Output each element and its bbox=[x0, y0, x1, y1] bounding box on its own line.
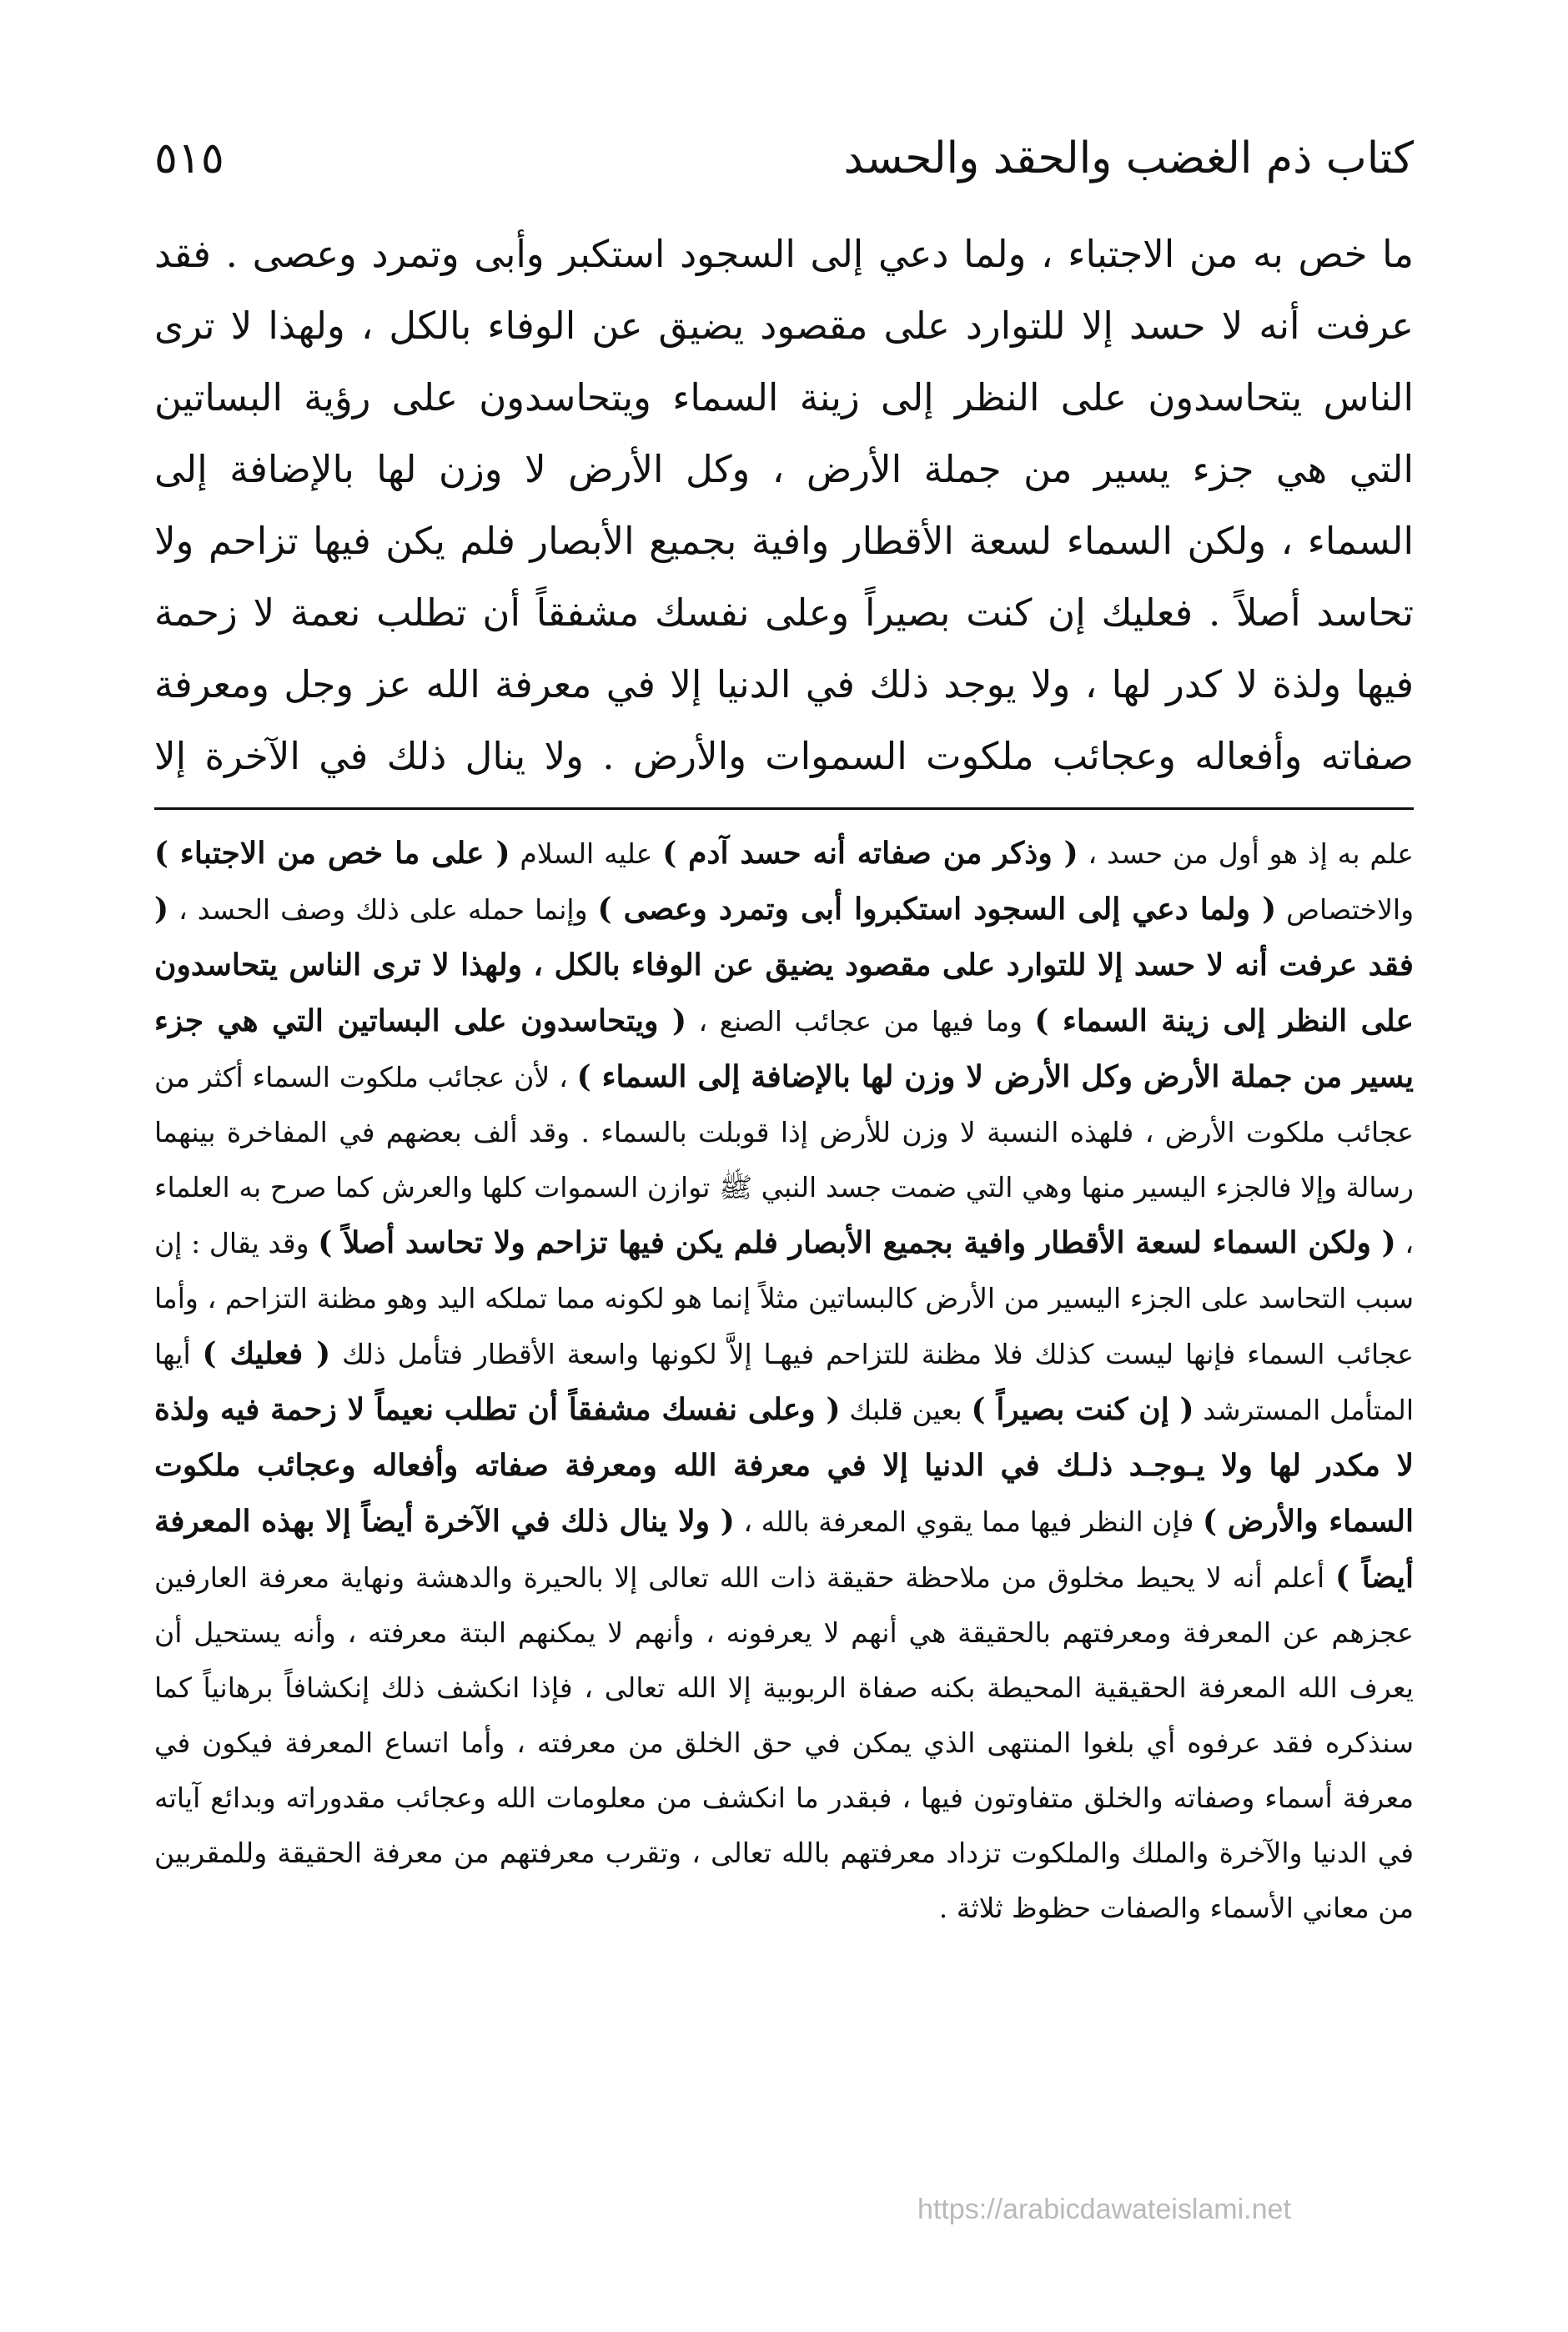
commentary-quote: ( وذكر من صفاته أنه حسد آدم ) bbox=[662, 836, 1078, 871]
commentary-quote: ( ويتحاسدون على البساتين التي هي جزء يسير من جملة الأرض وكل الأرض لا وزن لها بالإضافة إلى السماء ) bbox=[154, 1003, 1414, 1094]
commentary-text bbox=[154, 826, 1414, 2194]
commentary-segment: أيها المتأمل المسترشد bbox=[154, 1338, 1414, 1426]
commentary-segment: والاختصاص bbox=[1276, 893, 1414, 926]
commentary-segment: وإنما حمله على ذلك وصف الحسد ، bbox=[168, 893, 598, 926]
watermark-url: https://arabicdawateislami.net bbox=[917, 2194, 1291, 2225]
commentary-segment: ، لأن عجائب ملكوت السماء أكثر من عجائب ملكوت الأرض ، فلهذه النسبة لا وزن للأرض إذا قوبلت بالسماء . وقد ألف بعضهم في المفاخرة بينهما رسالة وإلا فالجزء اليسير منها وهي التي ضمت جسد النبي ﷺ توازن السموات كلها والعرش كما صرح به العلماء ، bbox=[154, 1061, 1414, 1259]
commentary-quote: ( ولما دعي إلى السجود استكبروا أبى وتمرد وعصى ) bbox=[597, 892, 1277, 927]
commentary-quote: ( ولكن السماء لسعة الأقطار وافية بجميع الأبصار فلم يكن فيها تزاحم ولا تحاسد أصلاً ) bbox=[318, 1225, 1396, 1260]
commentary-segment: وقد يقال : إن سبب التحاسد على الجزء اليسير من الأرض كالبساتين مثلاً إنما هو لكونه مما تملكه اليد وهو مظنة التزاحم ، وأما عجائب السماء فإنها ليست كذلك فلا مظنة للتزاحم فيهـا إلاَّ لكونها واسعة الأقطار فتأمل ذلك bbox=[154, 1227, 1414, 1370]
commentary-quote: ( على ما خص من الاجتباء ) bbox=[154, 836, 510, 871]
page-header bbox=[154, 125, 1414, 192]
commentary-quote: ( فعليك ) bbox=[202, 1336, 331, 1371]
commentary-segment: علم به إذ هو أول من حسد ، bbox=[1078, 837, 1414, 870]
commentary-segment: بعين قلبك bbox=[840, 1394, 972, 1426]
commentary-quote: ( إن كنت بصيراً ) bbox=[971, 1392, 1194, 1427]
footnote-divider bbox=[154, 807, 1414, 810]
commentary-segment: أعلم أنه لا يحيط مخلوق من ملاحظة حقيقة ذات الله تعالى إلا بالحيرة والدهشة ونهاية معرفة العارفين عجزهم عن المعرفة ومعرفتهم بالحقيقة هي أنهم لا يعرفونه ، وأنهم لا يمكنهم البتة معرفته ، وأنه يستحيل أن يعرف الله المعرفة الحقيقية المحيطة بكنه صفاة الربوبية إلا الله تعالى ، فإذا انكشف ذلك إنكشافاً برهانياً كما سنذكره فقد عرفوه أي بلغوا المنتهى الذي يمكن في حق الخلق من معرفته ، وأما اتساع المعرفة فيكون في معرفة أسماء وصفاته والخلق متفاوتون فيها ، فبقدر ما انكشف من معلومات الله وعجائب مقدوراته وبدائع آياته في الدنيا والآخرة والملك والملكوت تزداد معرفتهم بالله تعالى ، وتقرب معرفتهم من معرفة الحقيقة وللمقربين من معاني الأسماء والصفات حظوظ ثلاثة . bbox=[154, 1561, 1414, 1924]
running-title: كتاب ذم الغضب والحقد والحسد bbox=[843, 133, 1414, 183]
commentary-segment: فإن النظر فيها مما يقوي المعرفة بالله ، bbox=[734, 1505, 1203, 1538]
page-number: ٥١٥ bbox=[154, 133, 224, 183]
commentary-quote: ( ولا ينال ذلك في الآخرة أيضاً إلا بهذه المعرفة أيضاً ) bbox=[154, 1504, 1414, 1595]
commentary-segment: عليه السلام bbox=[510, 837, 663, 870]
commentary-quote: ( وعلى نفسك مشفقاً أن تطلب نعيماً لا زحمة فيه ولذة لا مكدر لها ولا يـوجـد ذلـك في الدنيا إلا في معرفة الله ومعرفة صفاته وأفعاله وعجائب ملكوت السماء والأرض ) bbox=[154, 1392, 1414, 1539]
main-text: ما خص به من الاجتباء ، ولما دعي إلى السجود استكبر وأبى وتمرد وعصى . فقد عرفت أنه لا حسد إلا للتوارد على مقصود يضيق عن الوفاء بالكل ، ولهذا لا ترى الناس يتحاسدون على النظر إلى زينة السماء ويتحاسدون على رؤية البساتين التي هي جزء يسير من جملة الأرض ، وكل الأرض لا وزن لها بالإضافة إلى السماء ، ولكن السماء لسعة الأقطار وافية بجميع الأبصار فلم يكن فيها تزاحم ولا تحاسد أصلاً . فعليك إن كنت بصيراً وعلى نفسك مشفقاً أن تطلب نعمة لا زحمة فيها ولذة لا كدر لها ، ولا يوجد ذلك في الدنيا إلا في معرفة الله عز وجل ومعرفة صفاته وأفعاله وعجائب ملكوت السموات والأرض . ولا ينال ذلك في الآخرة إلا bbox=[154, 232, 1414, 778]
commentary-segment: وما فيها من عجائب الصنع ، bbox=[686, 1005, 1035, 1038]
commentary-quote: ( فقد عرفت أنه لا حسد إلا للتوارد على مقصود يضيق عن الوفاء بالكل ، ولهذا لا ترى الناس يتحاسدون على النظر إلى زينة السماء ) bbox=[154, 892, 1414, 1038]
